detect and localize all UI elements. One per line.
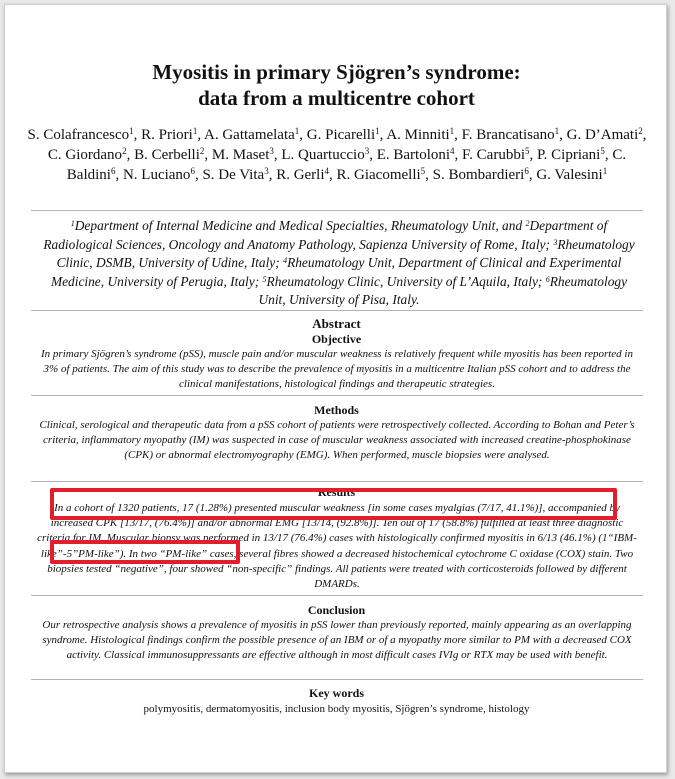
author bbox=[337, 167, 426, 183]
author bbox=[377, 147, 455, 163]
abstract-heading: Abstract bbox=[312, 316, 361, 331]
conclusion-text: Our retrospective analysis shows a prevalence of myositis in pSS lower than previously reported, mainly appearing as an overlapping syndrome. Histological findings confirm the possible presence of an IBM or of a myopathy more similar to PM with a decreased COX activity. Classical immunosuppressants are effective although in most difficult cases IVIg or RTX may be used with benefit. bbox=[42, 619, 632, 662]
author-name: P. Cipriani bbox=[537, 147, 601, 163]
author-name: M. Maset bbox=[211, 147, 270, 163]
author-affiliation-number: 3 bbox=[269, 146, 274, 156]
affiliation-number: 1 bbox=[70, 219, 75, 228]
author bbox=[134, 147, 204, 163]
author-affiliation-number: 1 bbox=[129, 126, 134, 136]
author bbox=[307, 127, 380, 143]
author-affiliation-number: 6 bbox=[524, 166, 529, 176]
author-name: R. Priori bbox=[141, 127, 193, 143]
author-affiliation-number: 5 bbox=[600, 146, 605, 156]
affiliations bbox=[41, 217, 637, 310]
keywords-text: polymyositis, dermatomyositis, inclusion body myositis, Sjögren’s syndrome, histology bbox=[143, 703, 530, 715]
affiliation-text: Rheumatology Clinic, University of L’Aquila, Italy; bbox=[266, 273, 546, 289]
author-affiliation-number: 1 bbox=[294, 126, 300, 136]
author bbox=[276, 167, 329, 183]
author-affiliation-number: 1 bbox=[449, 126, 455, 136]
author-affiliation-number: 2 bbox=[122, 146, 127, 156]
author-affiliation-number: 1 bbox=[602, 166, 608, 176]
objective-text: In primary Sjögren’s syndrome (pSS), muscle pain and/or muscular weakness is relatively frequent while myositis has been reported in 3% of patients. The aim of this study was to describe the prevalence of myositis in a multicentre Italian pSS cohort and to address the clinical manifestations, histological findings and therapeutic strategies. bbox=[41, 348, 633, 391]
author bbox=[536, 167, 607, 183]
author bbox=[123, 167, 195, 183]
divider-abstract bbox=[31, 310, 643, 311]
title-line-1: Myositis in primary Sjögren’s syndrome: bbox=[152, 60, 521, 84]
author bbox=[462, 127, 559, 143]
author-name: B. Cerbelli bbox=[134, 147, 200, 163]
highlight-box-results-line bbox=[50, 488, 617, 520]
article-page bbox=[4, 4, 667, 773]
author bbox=[202, 167, 268, 183]
author-affiliation-number: 6 bbox=[110, 166, 116, 176]
author-name: A. Gattamelata bbox=[204, 127, 295, 143]
author-name: F. Brancatisano bbox=[461, 127, 555, 143]
affiliation-number: 3 bbox=[553, 237, 558, 247]
divider-results bbox=[31, 481, 643, 482]
author bbox=[386, 127, 454, 143]
author-name: G. D’Amati bbox=[566, 127, 639, 143]
author-affiliation-number: 1 bbox=[375, 126, 380, 136]
affiliation-text: Rheumatology Unit, University of Pisa, Italy. bbox=[258, 273, 628, 308]
author-list: S. Colafrancesco$^1$, R. Priori$^1$, A. Gattamelata$^1$, G. Picarelli$^1$, A. Minniti$^1$, F. Brancatisano$^1$, G. D’Amati$^2$, C. Giordano$^2$, B. Cerbelli$^2$, M. Maset$^3$, L. Quartuccio$^3$, E. Bartoloni$^4$, F. Carubbi$^5$, P. Cipriani$^5$, C. Baldini$^6$, N. Luciano$^6$, S. De Vita$^3$, R. Gerli$^4$, R. Giacomelli$^5$, S. Bombardieri$^6$, G. Valesini$^1$ bbox=[27, 126, 647, 183]
article-title bbox=[5, 59, 668, 111]
author-name: R. Giacomelli bbox=[336, 167, 421, 183]
affiliation-number: 4 bbox=[283, 256, 288, 266]
author-name: S. Bombardieri bbox=[432, 167, 525, 183]
affiliation-number: 2 bbox=[525, 219, 530, 228]
author bbox=[462, 147, 529, 163]
author-name: E. Bartoloni bbox=[376, 147, 451, 163]
author bbox=[281, 147, 369, 163]
title-line-2: data from a multicentre cohort bbox=[198, 86, 475, 110]
affiliation-text: Department of Internal Medicine and Medical Specialties, Rheumatology Unit, and bbox=[74, 218, 526, 233]
author-affiliation-number: 5 bbox=[420, 166, 426, 176]
author-name: G. Valesini bbox=[536, 167, 603, 183]
author bbox=[141, 127, 197, 143]
author-affiliation-number: 1 bbox=[554, 126, 560, 136]
divider-conclusion bbox=[31, 595, 643, 596]
keywords-heading: Key words bbox=[309, 686, 364, 700]
author-affiliation-number: 4 bbox=[324, 166, 330, 176]
author-name: L. Quartuccio bbox=[281, 147, 365, 163]
highlight-box-confirmed-myositis bbox=[50, 540, 240, 564]
author-affiliation-number: 3 bbox=[364, 146, 370, 156]
conclusion-heading: Conclusion bbox=[307, 603, 366, 617]
author-affiliation-number: 2 bbox=[199, 146, 205, 156]
author-name: R. Gerli bbox=[276, 167, 325, 183]
affiliation-number: 6 bbox=[545, 274, 550, 284]
results-heading: Results bbox=[317, 485, 356, 499]
author-name: C. Baldini bbox=[66, 147, 627, 183]
divider-keywords bbox=[31, 679, 643, 680]
author-affiliation-number: 5 bbox=[525, 146, 530, 156]
objective-heading: Objective bbox=[311, 332, 362, 346]
author-name: C. Giordano bbox=[47, 147, 123, 163]
author-affiliation-number: 3 bbox=[264, 166, 269, 176]
author bbox=[48, 147, 127, 163]
author-affiliation-number: 4 bbox=[450, 146, 455, 156]
affiliation-number: 5 bbox=[262, 274, 267, 284]
author bbox=[204, 127, 299, 143]
author-name: S. Colafrancesco bbox=[27, 127, 130, 143]
author-name: F. Carubbi bbox=[462, 147, 525, 163]
affiliation bbox=[71, 218, 526, 233]
author-affiliation-number: 6 bbox=[190, 166, 195, 176]
divider-top bbox=[31, 210, 643, 211]
author bbox=[27, 127, 133, 143]
author-name: S. De Vita bbox=[202, 167, 265, 183]
author-name: A. Minniti bbox=[386, 127, 450, 143]
divider-methods bbox=[31, 395, 643, 396]
affiliation-text: Rheumatology Clinic, DSMB, University of Udine, Italy; bbox=[56, 236, 635, 271]
author-name: N. Luciano bbox=[122, 167, 191, 183]
author bbox=[212, 147, 274, 163]
methods-text: Clinical, serological and therapeutic data from a pSS cohort of patients were retrospectively collected. According to Bohan and Peter’s criteria, inflammatory myopathy (IM) was suspected in case of muscular weakness associated with increased creatine-phosphokinase (CPK) or abnormal electromyography (EMG). When performed, muscle biopsies were analysed. bbox=[39, 419, 635, 462]
author-affiliation-number: 1 bbox=[192, 126, 198, 136]
affiliation-text: Rheumatology Unit, Department of Clinical and Experimental Medicine, University of Perugia, Italy; bbox=[50, 255, 622, 289]
affiliation bbox=[263, 274, 546, 289]
results-text: In a cohort of 1320 patients, 17 (1.28%) presented muscular weakness [in some cases myalgias (7/17, 41.1%)], accompanied by increased CPK [13/17, (76.4%)] and/or abnormal EMG [13/14, (92.8%)]. Ten out of 17 (58.8%) fulfilled at least three diagnostic criteria for IM. Muscular biopsy was performed in 13/17 (76.4%) cases with histologically confirmed myositis in 6/13 (46.1%) (1“IBM-like”-5”PM-like”). In two “PM-like” cases, several fibres showed a decreased histochemical cytochrome C oxidase (COX) stain. Two biopsies tested “negative”, four showed “non-specific” findings. All patients were treated with corticosteroids followed by different DMARDs. bbox=[37, 502, 637, 591]
author-name: G. Picarelli bbox=[306, 127, 376, 143]
author-affiliation-number: 2 bbox=[638, 126, 643, 136]
affiliation-text: Department of Radiological Sciences, Oncology and Anatomy Pathology, Sapienza University of Rome, Italy; bbox=[43, 218, 608, 252]
author bbox=[433, 167, 529, 183]
author bbox=[567, 127, 643, 143]
author bbox=[537, 147, 605, 163]
methods-heading: Methods bbox=[314, 403, 359, 417]
